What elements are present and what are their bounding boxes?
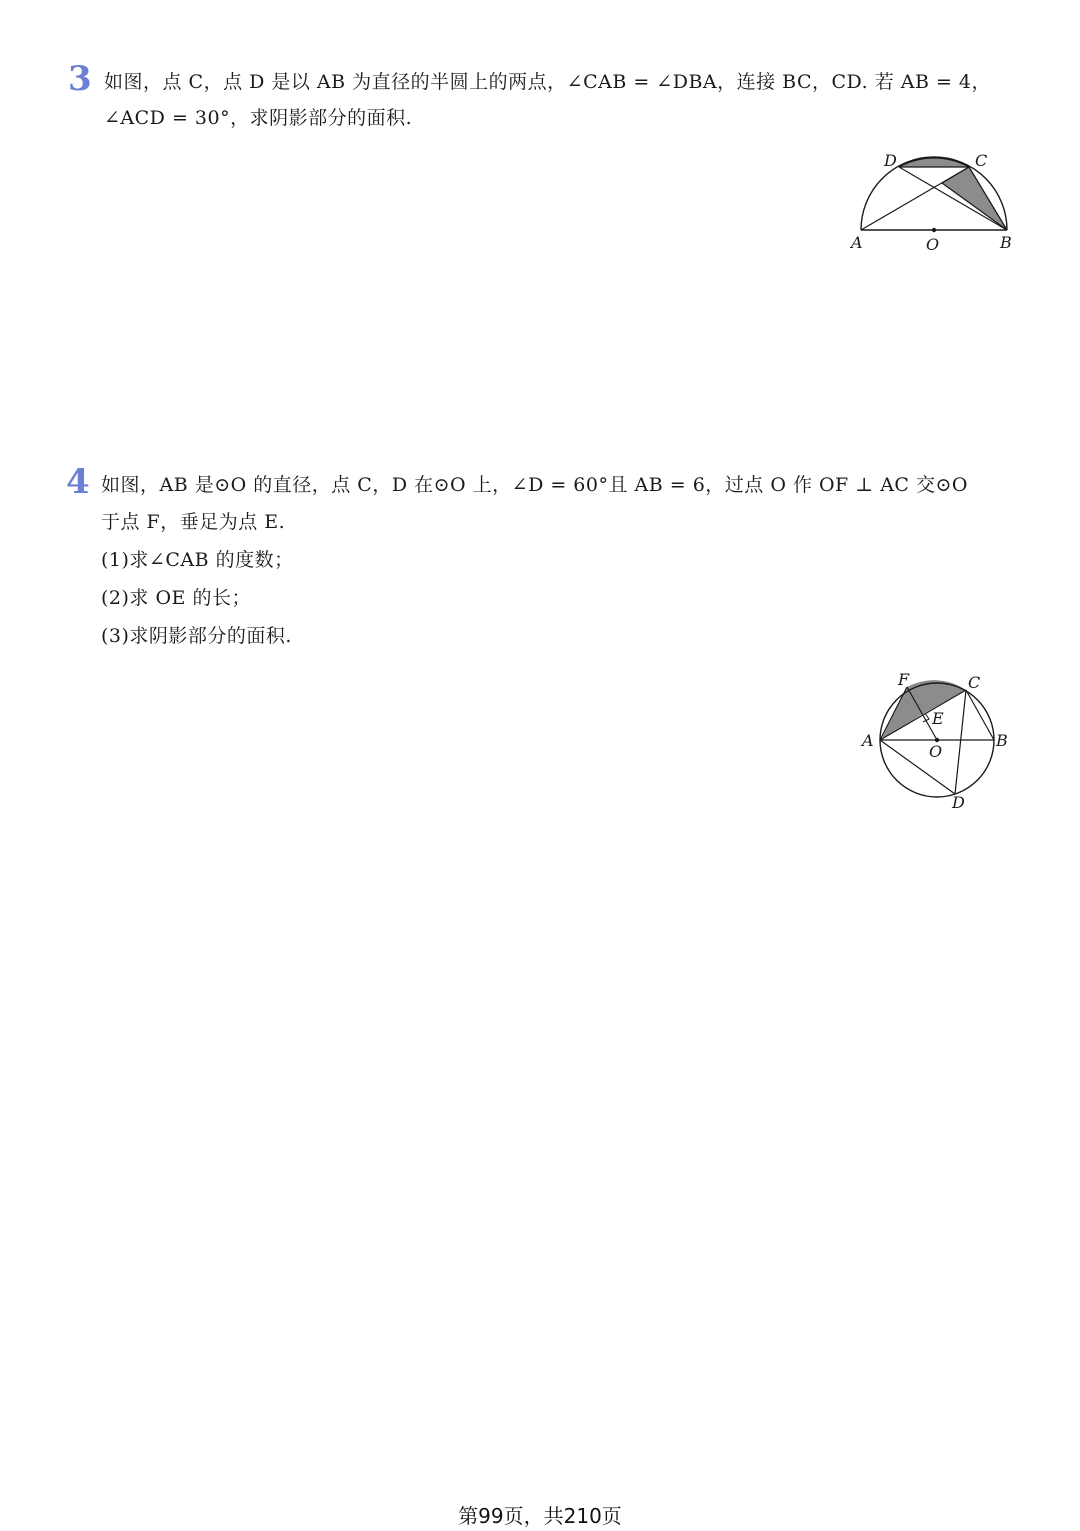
question-4-text-line-1: 如图，AB 是⊙O 的直径，点 C，D 在⊙O 上，∠D = 60°且 AB = 6，过点 O 作 OF ⊥ AC 交⊙O (101, 474, 968, 496)
q4-label-b: B (996, 731, 1008, 750)
question-4-part-3: (3)求阴影部分的面积. (101, 625, 292, 647)
question-4-text-line-2: 于点 F，垂足为点 E. (101, 511, 286, 533)
q4-label-o: O (929, 742, 943, 761)
question-3-text-line-2: ∠ACD = 30°，求阴影部分的面积. (104, 107, 413, 129)
q4-label-d: D (952, 793, 965, 812)
q4-chord-ad (880, 740, 955, 794)
q4-shaded-region (881, 680, 966, 740)
question-4-figure (855, 665, 1025, 815)
question-3-number: 3 (68, 59, 92, 99)
q3-label-c: C (975, 151, 988, 170)
q3-label-b: B (1000, 233, 1012, 252)
q4-chord-cd (955, 690, 966, 794)
q3-label-o: O (926, 235, 940, 254)
q4-chord-cb (966, 690, 994, 740)
question-3-text-line-1: 如图，点 C，点 D 是以 AB 为直径的半圆上的两点，∠CAB = ∠DBA，连接 BC，CD. 若 AB = 4， (104, 71, 992, 93)
question-4-number: 4 (66, 462, 90, 502)
question-3-figure (845, 148, 1035, 258)
q4-label-a: A (862, 731, 874, 750)
q4-label-f: F (898, 670, 910, 689)
question-4-part-2: (2)求 OE 的长； (101, 587, 251, 609)
q4-label-c: C (968, 673, 981, 692)
q4-label-e: E (932, 709, 944, 728)
q3-label-d: D (884, 151, 897, 170)
q3-shaded-segment (899, 158, 969, 167)
page-footer: 第99页，共210页 (458, 1504, 622, 1528)
q3-label-a: A (851, 233, 863, 252)
question-4-part-1: (1)求∠CAB 的度数； (101, 549, 294, 571)
q3-center-point (932, 228, 936, 232)
